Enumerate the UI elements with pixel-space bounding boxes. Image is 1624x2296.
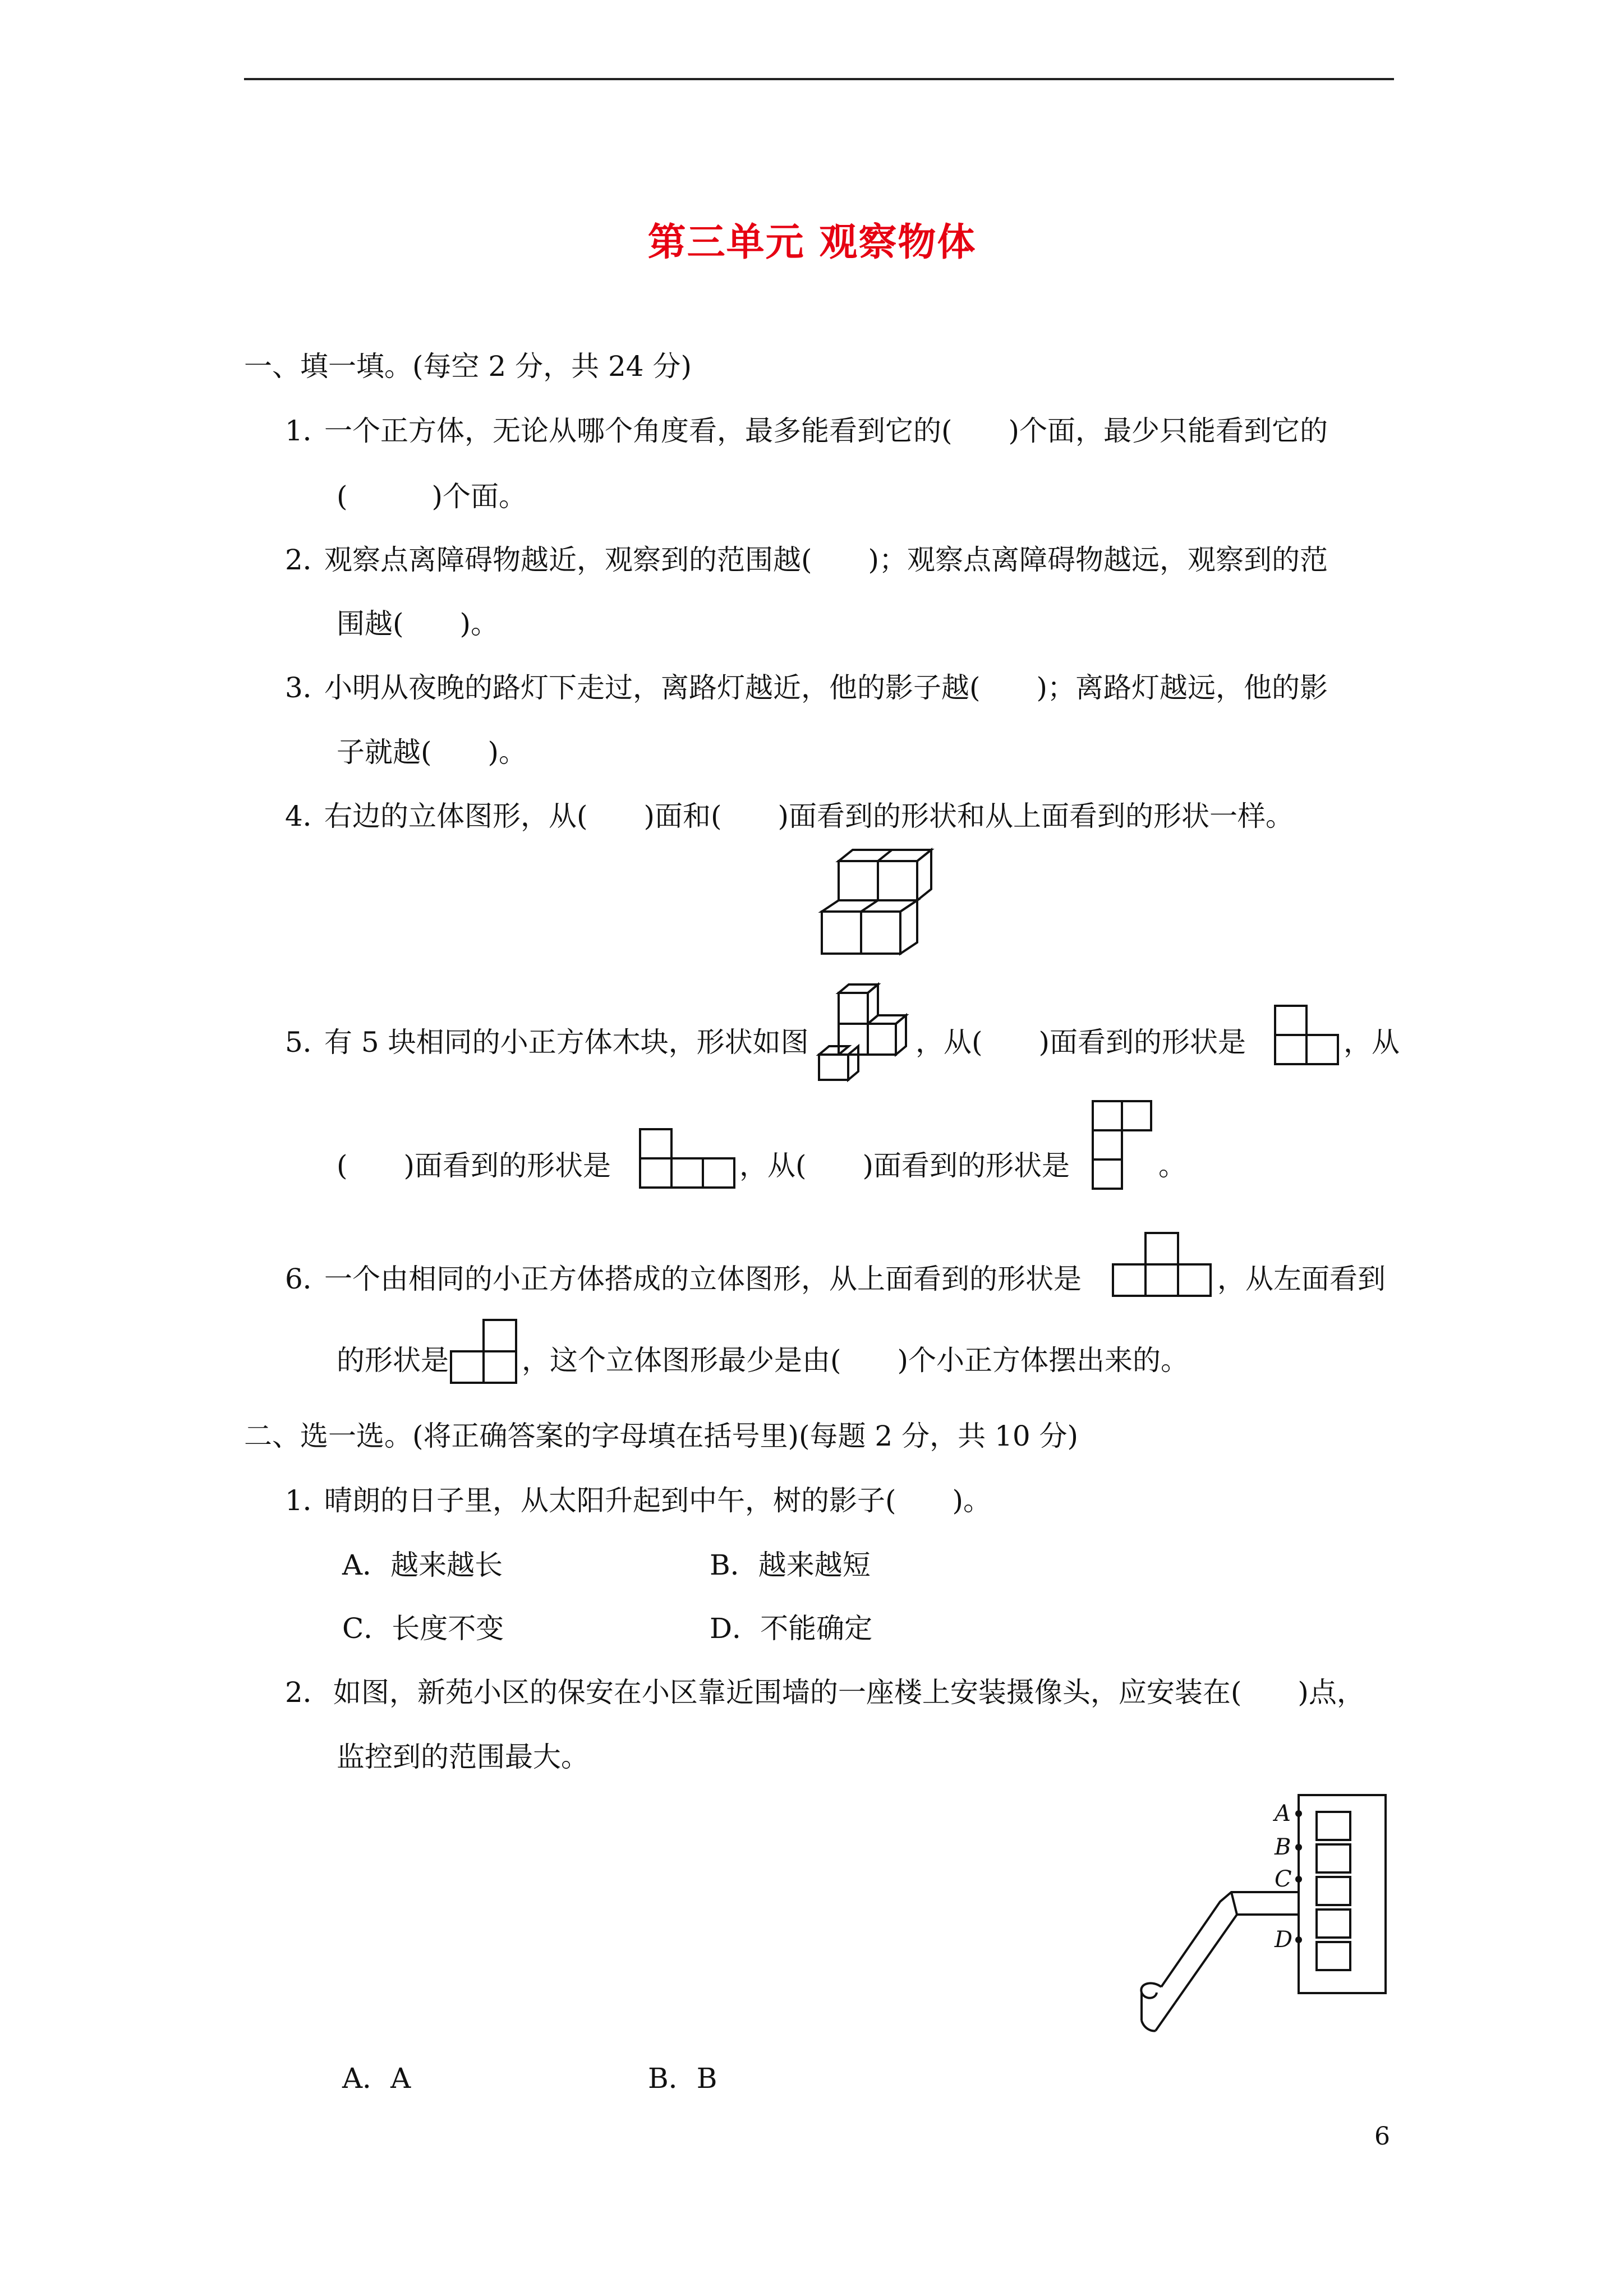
option-a[interactable]: A．A xyxy=(342,2062,411,2095)
question-5-text-2: ，从( )面看到的形状是 xyxy=(915,1026,1246,1059)
choice-question-1 xyxy=(285,1478,991,1519)
point-b-marker xyxy=(1295,1844,1302,1851)
question-3-line-1 xyxy=(285,665,1328,706)
question-5-line-1 xyxy=(285,1020,809,1060)
question-text: 如图，新苑小区的保安在小区靠近围墙的一座楼上安装摄像头，应安装在( )点， xyxy=(324,1676,1365,1709)
point-a-marker xyxy=(1295,1810,1302,1817)
q4-cube-figure xyxy=(819,847,937,959)
point-label: D xyxy=(1275,1927,1293,1953)
question-4 xyxy=(285,794,1294,834)
choice-question-2-line-1 xyxy=(285,1670,1365,1710)
point-c-marker xyxy=(1295,1876,1302,1883)
question-text: 右边的立体图形，从( )面和( )面看到的形状和从上面看到的形状一样。 xyxy=(324,800,1294,832)
point-d-marker xyxy=(1295,1936,1302,1943)
page-title: 第三单元 观察物体 xyxy=(647,220,977,265)
building-wall-figure xyxy=(1122,1784,1402,2036)
question-number: 5． xyxy=(285,1026,331,1059)
question-6-text-4: ，这个立体图形最少是由( )个小正方体摆出来的。 xyxy=(522,1344,1189,1377)
option-b[interactable]: B．越来越短 xyxy=(710,1549,871,1581)
question-1-line-1 xyxy=(285,408,1328,449)
point-label: C xyxy=(1275,1866,1292,1892)
question-2-line-1 xyxy=(285,537,1328,578)
question-5-text-4: ( )面看到的形状是 xyxy=(337,1149,611,1182)
question-text: 有 5 块相同的小正方体木块，形状如图 xyxy=(324,1026,809,1059)
question-6-text-2: ，从左面看到 xyxy=(1217,1263,1386,1295)
section-1-heading: 一、填一填。(每空 2 分，共 24 分) xyxy=(244,350,692,383)
option-a[interactable]: A．越来越长 xyxy=(342,1549,503,1581)
question-6-text-3: 的形状是 xyxy=(337,1344,449,1377)
choice-question-2-line-2: 监控到的范围最大。 xyxy=(337,1741,589,1773)
question-text: 一个由相同的小正方体搭成的立体图形，从上面看到的形状是 xyxy=(324,1263,1082,1295)
page-number: 6 xyxy=(1374,2122,1390,2151)
q5-view-2 xyxy=(638,1128,739,1189)
header-rule xyxy=(244,78,1394,80)
question-number: 4． xyxy=(285,800,331,832)
option-d[interactable]: D．不能确定 xyxy=(710,1612,873,1645)
question-number: 3． xyxy=(285,671,331,704)
q5-cube-figure xyxy=(816,982,917,1083)
point-label: B xyxy=(1275,1834,1291,1860)
q6-left-view xyxy=(449,1318,522,1386)
question-text: 小明从夜晚的路灯下走过，离路灯越近，他的影子越( )；离路灯越远，他的影 xyxy=(324,671,1328,704)
q5-view-3 xyxy=(1091,1099,1158,1195)
question-2-line-2: 围越( )。 xyxy=(337,608,499,640)
question-5-text-6: 。 xyxy=(1158,1149,1186,1182)
question-number: 1． xyxy=(285,415,331,447)
question-text: 观察点离障碍物越近，观察到的范围越( )；观察点离障碍物越远，观察到的范 xyxy=(324,544,1328,576)
question-5-text-5: ，从( )面看到的形状是 xyxy=(739,1149,1070,1182)
q6-top-view xyxy=(1111,1231,1217,1299)
point-label: A xyxy=(1275,1801,1291,1826)
question-text: 晴朗的日子里，从太阳升起到中午，树的影子( )。 xyxy=(324,1484,992,1517)
question-number: 2． xyxy=(285,1676,331,1709)
option-b[interactable]: B．B xyxy=(648,2062,717,2095)
question-number: 2． xyxy=(285,544,331,576)
section-2-heading: 二、选一选。(将正确答案的字母填在括号里)(每题 2 分，共 10 分) xyxy=(244,1420,1079,1452)
question-6-line-1 xyxy=(285,1257,1082,1297)
question-5-text-3: ，从 xyxy=(1344,1026,1400,1059)
question-3-line-2: 子就越( )。 xyxy=(337,736,527,769)
question-text: 一个正方体，无论从哪个角度看，最多能看到它的( )个面，最少只能看到它的 xyxy=(324,415,1328,447)
question-number: 6． xyxy=(285,1263,331,1295)
question-number: 1． xyxy=(285,1484,331,1517)
question-1-line-2: ( )个面。 xyxy=(337,480,527,513)
q5-view-1 xyxy=(1273,1004,1341,1066)
option-c[interactable]: C．长度不变 xyxy=(342,1612,504,1645)
